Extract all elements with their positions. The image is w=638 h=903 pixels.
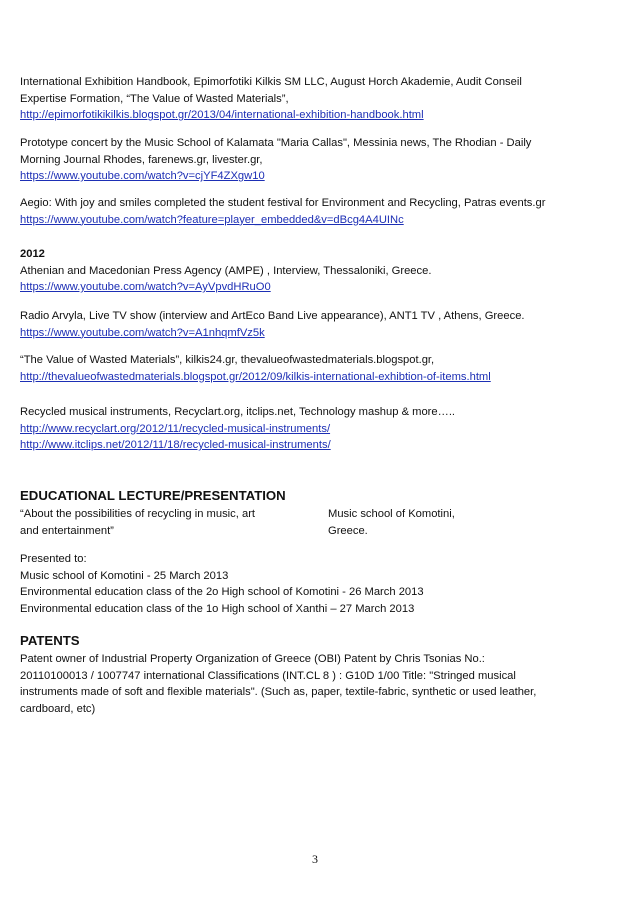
entry-text-line: Aegio: With joy and smiles completed the student festival for Environment and Recycling, Patras events.gr [20,197,546,209]
year-heading: 2012 [20,248,45,260]
patent-text-line: instruments made of soft and flexible materials". (Such as, paper, textile-fabric, synthetic or used leather, [20,686,537,699]
entry-text-line: Morning Journal Rhodes, farenews.gr, livester.gr, [20,153,263,166]
patent-description [20,651,620,717]
reference-entry [20,246,620,296]
reference-link[interactable]: https://www.youtube.com/watch?v=cjYF4ZXgw10 [20,170,265,183]
reference-link[interactable]: https://www.youtube.com/watch?feature=player_embedded&v=dBcg4A4UINc [20,213,404,226]
patent-text-line: 20110100013 / 1007747 international Classifications (INT.CL 8 ) : G10D 1/00 Title: "Stringed musical [20,669,516,682]
entry-text-line: International Exhibition Handbook, Epimorfotiki Kilkis SM LLC, August Horch Akademie, Audit Conseil [20,76,522,88]
presented-line: Music school of Komotini - 25 March 2013 [20,569,229,582]
reference-link[interactable]: https://www.youtube.com/watch?v=AyVpvdHRuO0 [20,281,271,294]
patent-text-line: cardboard, etc) [20,702,96,715]
reference-link[interactable]: http://www.recyclart.org/2012/11/recycled-musical-instruments/ [20,422,331,435]
lecture-location-line: Greece. [328,524,368,537]
entry-text-line: “The Value of Wasted Materials”, kilkis24.gr, thevalueofwastedmaterials.blogspot.gr, [20,354,435,366]
lecture-location-line: Music school of Komotini, [328,508,455,520]
reference-link[interactable]: http://thevalueofwastedmaterials.blogspot.gr/2012/09/kilkis-international-exhibtion-of-items.html [20,370,491,383]
presented-line: Environmental education class of the 2o High school of Komotini - 26 March 2013 [20,586,424,599]
entry-text-line: Recycled musical instruments, Recyclart.org, itclips.net, Technology mashup & more….. [20,406,456,418]
section-heading-lecture: EDUCATIONAL LECTURE/PRESENTATION [20,488,286,503]
reference-entry [20,74,620,124]
reference-entry [20,404,620,454]
reference-entry [20,135,620,185]
entry-text-line: Expertise Formation, “The Value of Wasted Materials”, [20,92,289,105]
lecture-title-line: and entertainment” [20,524,114,537]
reference-link[interactable]: http://epimorfotikikilkis.blogspot.gr/2013/04/international-exhibition-handbook.html [20,109,424,122]
presented-line: Environmental education class of the 1o High school of Xanthi – 27 March 2013 [20,602,415,615]
section-heading-patents: PATENTS [20,633,80,648]
reference-link[interactable]: http://www.itclips.net/2012/11/18/recycled-musical-instruments/ [20,439,331,452]
lecture-title-line: “About the possibilities of recycling in music, art [20,508,256,520]
patent-text-line: Patent owner of Industrial Property Organization of Greece (OBI) Patent by Chris Tsonias No.: [20,653,485,665]
reference-entry [20,308,620,341]
reference-entry [20,195,620,228]
page-number: 3 [312,852,318,866]
presented-line: Presented to: [20,553,87,565]
presented-to-block [20,551,620,617]
reference-entry [20,352,620,385]
reference-link[interactable]: https://www.youtube.com/watch?v=A1nhqmfVz5k [20,326,265,339]
entry-text-line: Radio Arvyla, Live TV show (interview and ArtEco Band Live appearance), ANT1 TV , Athens, Greece. [20,310,525,322]
entry-text-line: Athenian and Macedonian Press Agency (AMPE) , Interview, Thessaloniki, Greece. [20,264,432,277]
entry-text-line: Prototype concert by the Music School of Kalamata "Maria Callas", Messinia news, The Rhodian - Daily [20,137,532,149]
lecture-location [328,506,608,539]
